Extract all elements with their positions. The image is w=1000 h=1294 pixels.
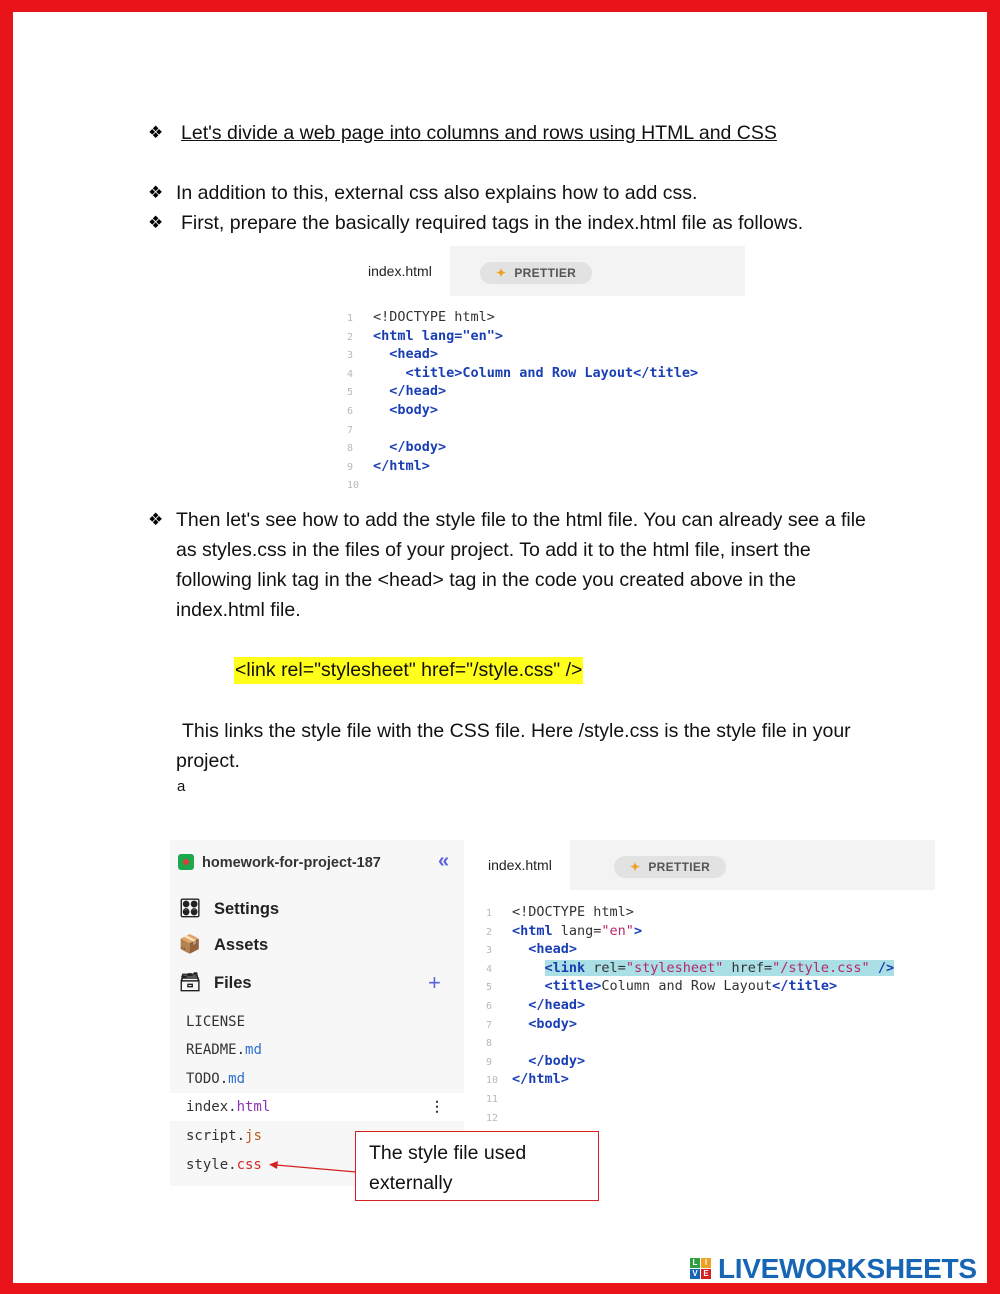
project-header[interactable] (178, 854, 381, 871)
code-line: </head> (389, 383, 447, 400)
code-line: </head> (528, 996, 586, 1013)
sidebar-item-assets[interactable] (178, 934, 268, 955)
sidebar-item-label: Assets (214, 936, 269, 954)
code-line: <html lang="en"> (373, 327, 504, 344)
settings-icon: 🎛 (178, 898, 202, 918)
code-line: <title>Column and Row Layout</title> (405, 364, 699, 381)
file-name: style. (186, 1157, 237, 1173)
file-name: script. (186, 1128, 246, 1144)
line-number: 7 (347, 424, 354, 436)
line-number: 8 (486, 1038, 493, 1050)
line-number: 3 (347, 350, 354, 362)
intro-bullet: In addition to this, external css also explains how to add css. (176, 182, 698, 204)
code-line: </html> (373, 457, 430, 474)
line-number: 3 (486, 945, 493, 957)
bullet-symbol: ❖ (148, 213, 164, 232)
line-number: 10 (486, 1075, 499, 1087)
prettier-label: PRETTIER (514, 266, 577, 280)
more-options-icon[interactable]: ⋮ (430, 1099, 444, 1115)
line-number: 5 (486, 982, 493, 994)
code-line: <html (512, 922, 553, 939)
code-line: <!DOCTYPE html> (373, 309, 495, 325)
file-name: LICENSE (186, 1014, 246, 1030)
code-line: <body> (389, 401, 439, 418)
logo-mark (690, 1258, 712, 1280)
file-ext: html (236, 1099, 271, 1115)
highlighted-link-line: <link rel="stylesheet" href="/style.css" /> (544, 959, 895, 976)
line-number: 8 (347, 443, 354, 455)
files-icon: 🗃 (178, 972, 202, 992)
file-name: TODO. (186, 1071, 229, 1087)
file-item-index[interactable] (170, 1093, 464, 1121)
line-number: 4 (486, 963, 493, 975)
code-line: </html> (512, 1071, 569, 1088)
callout-box: The style file used externally (355, 1131, 599, 1201)
logo-text: LIVEWORKSHEETS (718, 1253, 977, 1284)
tab-index-html[interactable]: index.html (464, 840, 570, 890)
project-icon (178, 854, 194, 870)
file-ext: js (245, 1128, 262, 1144)
instruction-paragraph: Then let's see how to add the style file to the html file. You can already see a file as styles.css in the files of your project. To add it to the html file, insert the following link tag in the <head> tag in the code you created above in the index.html file. (176, 509, 866, 621)
tab-index-html[interactable]: index.html (337, 246, 450, 296)
file-item-todo[interactable] (170, 1065, 464, 1093)
line-number: 11 (486, 1093, 499, 1105)
stray-letter: a (177, 778, 186, 795)
file-item-readme[interactable] (170, 1036, 464, 1064)
code-line: <title> (544, 978, 602, 995)
line-number: 6 (347, 405, 354, 417)
file-name: README. (186, 1042, 246, 1058)
line-number: 4 (347, 368, 354, 380)
sidebar-item-settings[interactable] (178, 898, 279, 919)
logo-cell: I (701, 1258, 711, 1268)
code-line: <head> (389, 346, 439, 363)
file-ext: md (245, 1042, 262, 1058)
code-line: <!DOCTYPE html> (512, 904, 634, 920)
sidebar-item-label: Settings (214, 900, 280, 918)
line-number: 12 (486, 1112, 499, 1124)
logo-cell: E (701, 1269, 711, 1279)
file-ext: css (236, 1157, 262, 1173)
line-number: 6 (486, 1000, 493, 1012)
project-name: homework-for-project-187 (202, 855, 381, 871)
line-number: 10 (347, 480, 360, 492)
instruction-bullet: First, prepare the basically required tags in the index.html file as follows. (181, 212, 804, 234)
logo-cell: L (690, 1258, 700, 1268)
bullet-symbol: ❖ (148, 510, 164, 529)
code-line: </body> (389, 439, 447, 456)
bullet-symbol: ❖ (148, 183, 164, 202)
code-block-2: 1 <!DOCTYPE html> 2 <html lang="en"> 3 <head> 4 <link rel="stylesheet" href="/style.css" /> 5 <title>Column and Row Layout</title> 6 </head> 7 <body> 8 9 </body> 10 </html> 11 12 (486, 904, 894, 1146)
code-line: <head> (528, 941, 578, 958)
file-item-license[interactable] (170, 1008, 464, 1036)
add-file-icon[interactable]: + (428, 970, 441, 995)
line-number: 1 (347, 313, 354, 324)
prettier-label: PRETTIER (648, 860, 711, 874)
file-name: index. (186, 1099, 237, 1115)
bullet-symbol: ❖ (148, 123, 164, 142)
code-line: </body> (528, 1052, 586, 1069)
editor-screenshot-1 (337, 246, 745, 492)
callout-arrow (268, 1158, 358, 1178)
file-ext: md (228, 1071, 246, 1087)
collapse-sidebar-icon[interactable]: « (438, 850, 450, 872)
sparkle-icon: ✦ (630, 860, 641, 874)
highlighted-link-tag: <link rel="stylesheet" href="/style.css" /> (234, 657, 583, 684)
sparkle-icon: ✦ (496, 266, 507, 280)
prettier-button[interactable] (614, 856, 726, 878)
code-block-1 (347, 309, 698, 495)
line-number: 2 (347, 331, 354, 343)
line-number: 7 (486, 1019, 493, 1031)
code-line: <body> (528, 1015, 578, 1032)
prettier-button[interactable] (480, 262, 592, 284)
editor-tab-bar (464, 840, 935, 890)
line-number: 2 (486, 926, 493, 938)
editor-tab-bar (337, 246, 745, 296)
line-number: 5 (347, 387, 354, 399)
line-number: 1 (486, 908, 493, 919)
logo-cell: V (690, 1269, 700, 1279)
heading-bullet: Let's divide a web page into columns and rows using HTML and CSS (181, 122, 777, 144)
sidebar-item-files[interactable] (178, 972, 252, 993)
line-number: 9 (347, 461, 354, 473)
line-number: 9 (486, 1056, 493, 1068)
sidebar-item-label: Files (214, 974, 252, 992)
assets-icon: 📦 (178, 934, 202, 954)
explanation-paragraph: This links the style file with the CSS file. Here /style.css is the style file in your project. (176, 720, 851, 772)
